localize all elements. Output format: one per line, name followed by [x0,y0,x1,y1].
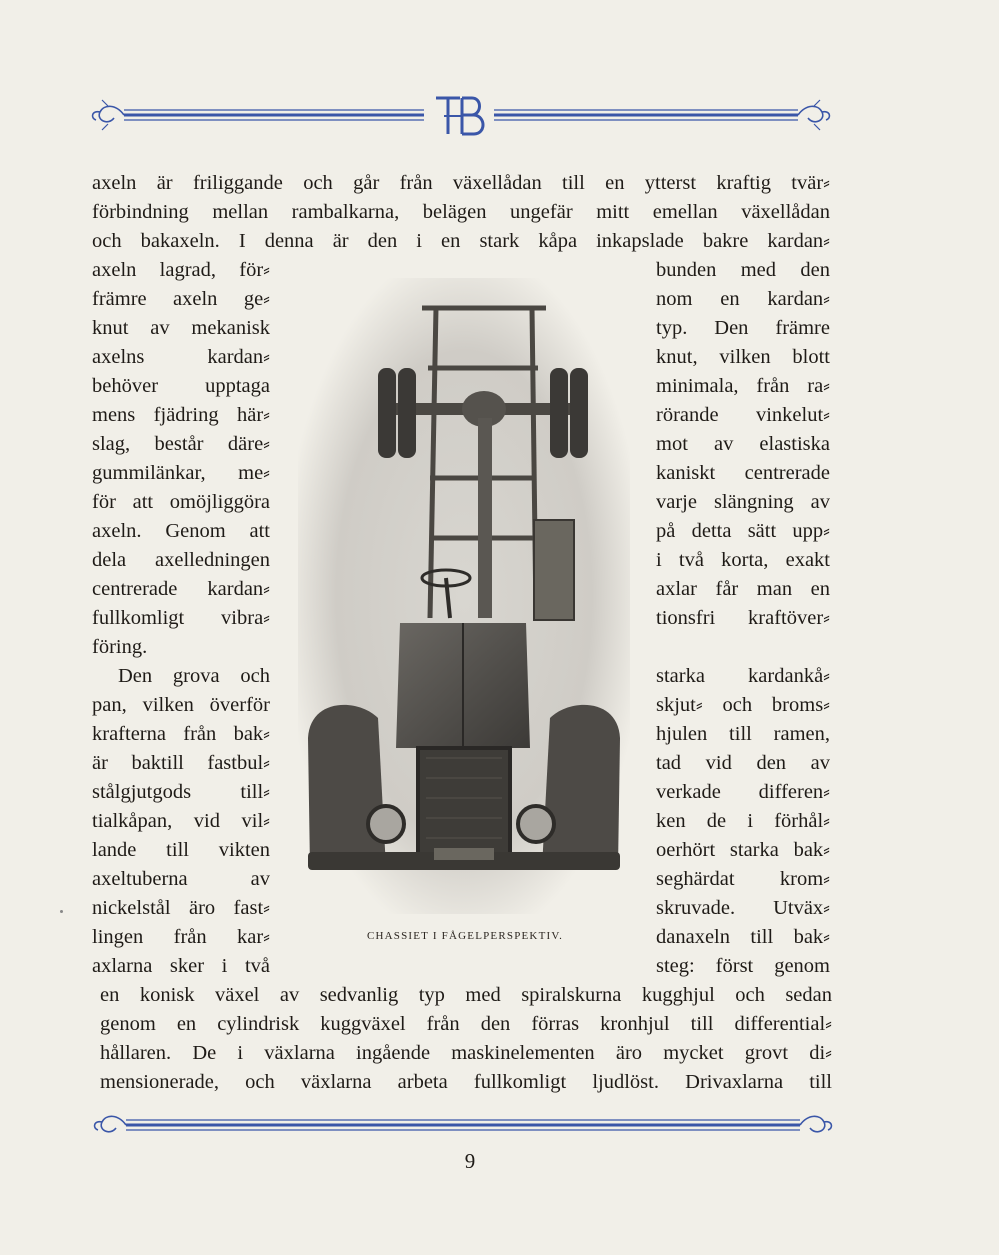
text-line: fullkomligt vibra⸗ [92,607,270,629]
chassis-photo [298,278,630,914]
text-line: minimala, från ra⸗ [656,375,830,397]
text-line: hjulen till ramen, [656,723,830,745]
text-line: föring. [92,636,148,658]
margin-mark [60,910,63,913]
text-line: starka kardankå⸗ [656,665,830,687]
text-line: steg: först genom [656,955,830,977]
text-line: typ. Den främre [656,317,830,339]
text-line: mot av elastiska [656,433,830,455]
text-line: centrerade kardan⸗ [92,578,270,600]
text-line: skjut⸗ och broms⸗ [656,694,830,716]
text-line: seghärdat krom⸗ [656,868,830,890]
text-line: nom en kardan⸗ [656,288,830,310]
text-line: tionsfri kraftöver⸗ [656,607,830,629]
text-line: och bakaxeln. I denna är den i en stark kåpa inkapslade bakre kardan⸗ [92,230,830,252]
text-line: axelns kardan⸗ [92,346,270,368]
text-line: kaniskt centrerade [656,462,830,484]
text-line: pan, vilken överför [92,694,270,716]
text-line: axeltuberna av [92,868,270,890]
text-line: axeln. Genom att [92,520,270,542]
text-line: på detta sätt upp⸗ [656,520,830,542]
text-line: verkade differen⸗ [656,781,830,803]
text-line: förbindning mellan rambalkarna, belägen ungefär mitt emellan växellådan [92,201,830,223]
page-number: 9 [464,1149,476,1173]
figure-caption: CHASSIET I FÅGELPERSPEKTIV. [366,930,564,942]
text-line: genom en cylindrisk kuggväxel från den förras kronhjul till differential⸗ [100,1013,832,1035]
text-line: tialkåpan, vid vil⸗ [92,810,270,832]
text-line: lingen från kar⸗ [92,926,270,948]
footer-ornament [90,1108,836,1144]
text-line: oerhört starka bak⸗ [656,839,830,861]
text-line: knut, vilken blott [656,346,830,368]
text-line: axlarna sker i två [92,955,270,977]
text-line: Den grova och [118,665,270,687]
text-line: dela axelledningen [92,549,270,571]
text-line: knut av mekanisk [92,317,270,339]
text-line: en konisk växel av sedvanlig typ med spiralskurna kugghjul och sedan [100,984,832,1006]
text-line: lande till vikten [92,839,270,861]
text-line: är baktill fastbul⸗ [92,752,270,774]
text-line: axeln är friliggande och går från växellådan till en ytterst kraftig tvär⸗ [92,172,830,194]
monogram-logo [430,92,490,138]
text-line: främre axeln ge⸗ [92,288,270,310]
text-line: nickelstål äro fast⸗ [92,897,270,919]
text-line: slag, består däre⸗ [92,433,270,455]
text-line: varje slängning av [656,491,830,513]
text-line: hållaren. De i växlarna ingående maskinelementen äro mycket grovt di⸗ [100,1042,832,1064]
text-line: danaxeln till bak⸗ [656,926,830,948]
text-line: skruvade. Utväx⸗ [656,897,830,919]
text-line: för att omöjliggöra [92,491,270,513]
text-line: stålgjutgods till⸗ [92,781,270,803]
text-line: mens fjädring här⸗ [92,404,270,426]
text-line: bunden med den [656,259,830,281]
text-line: axeln lagrad, för⸗ [92,259,270,281]
text-line: rörande vinkelut⸗ [656,404,830,426]
text-line: krafterna från bak⸗ [92,723,270,745]
text-line: behöver upptaga [92,375,270,397]
text-line: tad vid den av [656,752,830,774]
text-line: mensionerade, och växlarna arbeta fullkomligt ljudlöst. Drivaxlarna till [100,1071,832,1093]
text-line: ken de i förhål⸗ [656,810,830,832]
text-line: gummilänkar, me⸗ [92,462,270,484]
text-line: axlar får man en [656,578,830,600]
text-line: i två korta, exakt [656,549,830,571]
